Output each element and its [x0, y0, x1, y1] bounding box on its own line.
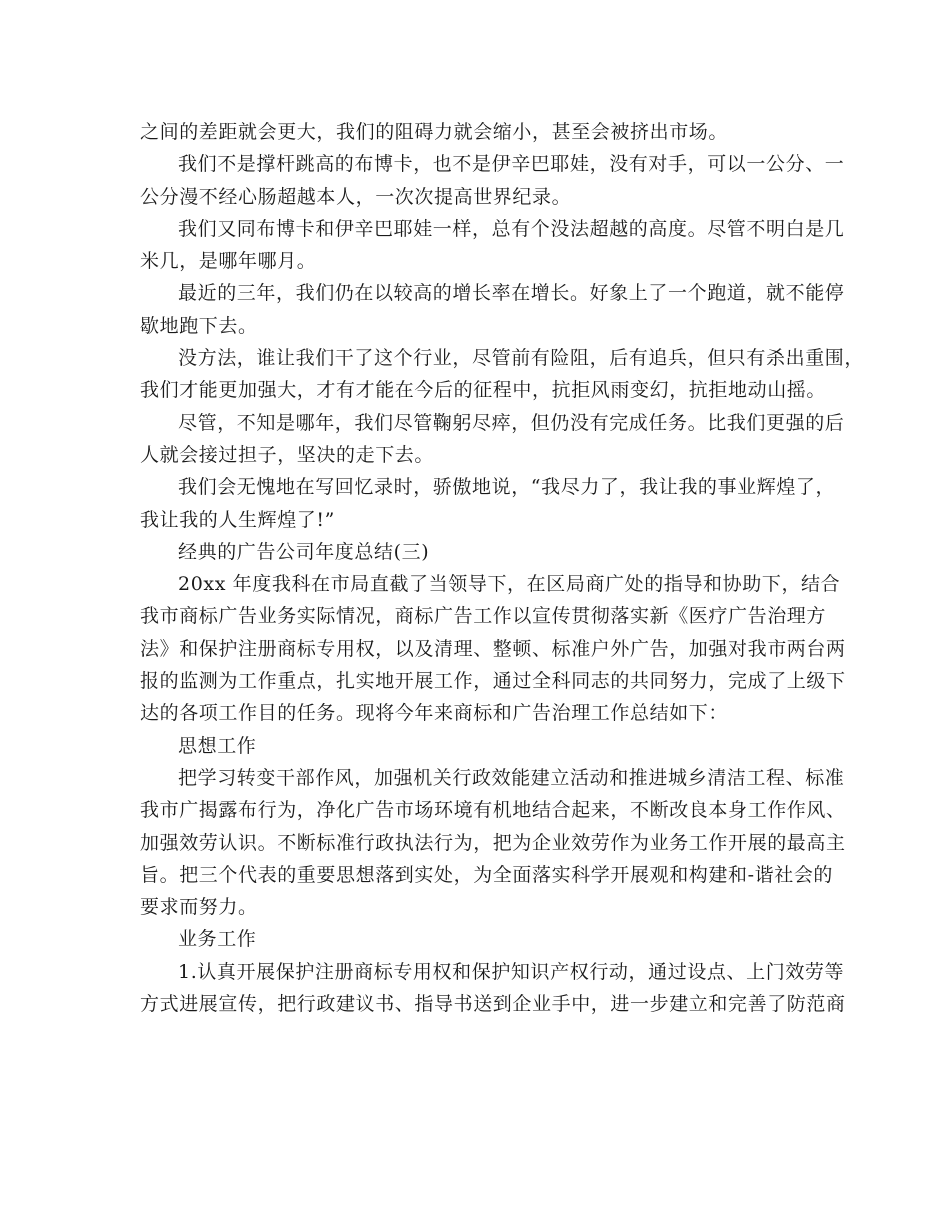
- text-line: 1.认真开展保护注册商标专用权和保护知识产权行动，通过设点、上门效劳等: [178, 960, 845, 983]
- text-line: 最近的三年，我们仍在以较高的增长率在增长。好象上了一个跑道，就不能停: [178, 282, 845, 305]
- text-line: 米几，是哪年哪月。: [140, 250, 317, 273]
- text-line: 报的监测为工作重点，扎实地开展工作，通过全科同志的共同努力，完成了上级下: [140, 670, 846, 693]
- text-line: 尽管，不知是哪年，我们尽管鞠躬尽瘁，但仍没有完成任务。比我们更强的后: [178, 411, 845, 434]
- text-line: 我们才能更加强大，才有才能在今后的征程中，抗拒风雨变幻，抗拒地动山摇。: [140, 379, 827, 402]
- text-line: 没方法，谁让我们干了这个行业，尽管前有险阻，后有追兵，但只有杀出重围，: [178, 347, 865, 370]
- text-line: 加强效劳认识。不断标准行政执法行为，把为企业效劳作为业务工作开展的最高主: [140, 831, 846, 854]
- text-line: 我们不是撑杆跳高的布博卡，也不是伊辛巴耶娃，没有对手，可以一公分、一: [178, 153, 845, 176]
- text-line: 旨。把三个代表的重要思想落到实处，为全面落实科学开展观和构建和-谐社会的: [140, 863, 834, 886]
- text-line: 我们又同布博卡和伊辛巴耶娃一样，总有个没法超越的高度。尽管不明白是几: [178, 217, 845, 240]
- section-heading: 经典的广告公司年度总结(三): [178, 540, 430, 563]
- text-line: 要求而努力。: [140, 896, 258, 919]
- document-body: [140, 116, 865, 1020]
- subsection-heading: 业务工作: [178, 928, 257, 951]
- text-line: 歇地跑下去。: [140, 314, 258, 337]
- text-line: 之间的差距就会更大，我们的阻碍力就会缩小，甚至会被挤出市场。: [140, 121, 729, 143]
- text-line: 法》和保护注册商标专用权，以及清理、整顿、标准户外广告，加强对我市两台两: [140, 637, 846, 660]
- subsection-heading: 思想工作: [178, 734, 257, 757]
- text-line: 人就会接过担子，坚决的走下去。: [140, 443, 435, 466]
- text-line: 把学习转变干部作风，加强机关行政效能建立活动和推进城乡清洁工程、标准: [178, 766, 845, 789]
- text-line: 公分漫不经心肠超越本人，一次次提高世界纪录。: [140, 185, 572, 208]
- text-line: 我让我的人生辉煌了!”: [140, 508, 335, 531]
- text-line: 方式进展宣传，把行政建议书、指导书送到企业手中，进一步建立和完善了防范商: [140, 993, 846, 1016]
- text-line: 我市广揭露布行为，净化广告市场环境有机地结合起来，不断改良本身工作作风、: [140, 799, 846, 822]
- text-line: 我市商标广告业务实际情况，商标广告工作以宣传贯彻落实新《医疗广告治理方: [140, 605, 827, 628]
- text-line: 达的各项工作目的任务。现将今年来商标和广告治理工作总结如下：: [140, 702, 729, 725]
- text-line: 20xx 年度我科在市局直截了当领导下，在区局商广处的指导和协助下，结合: [178, 573, 841, 596]
- text-line: 我们会无愧地在写回忆录时，骄傲地说，“我尽力了，我让我的事业辉煌了，: [178, 476, 836, 499]
